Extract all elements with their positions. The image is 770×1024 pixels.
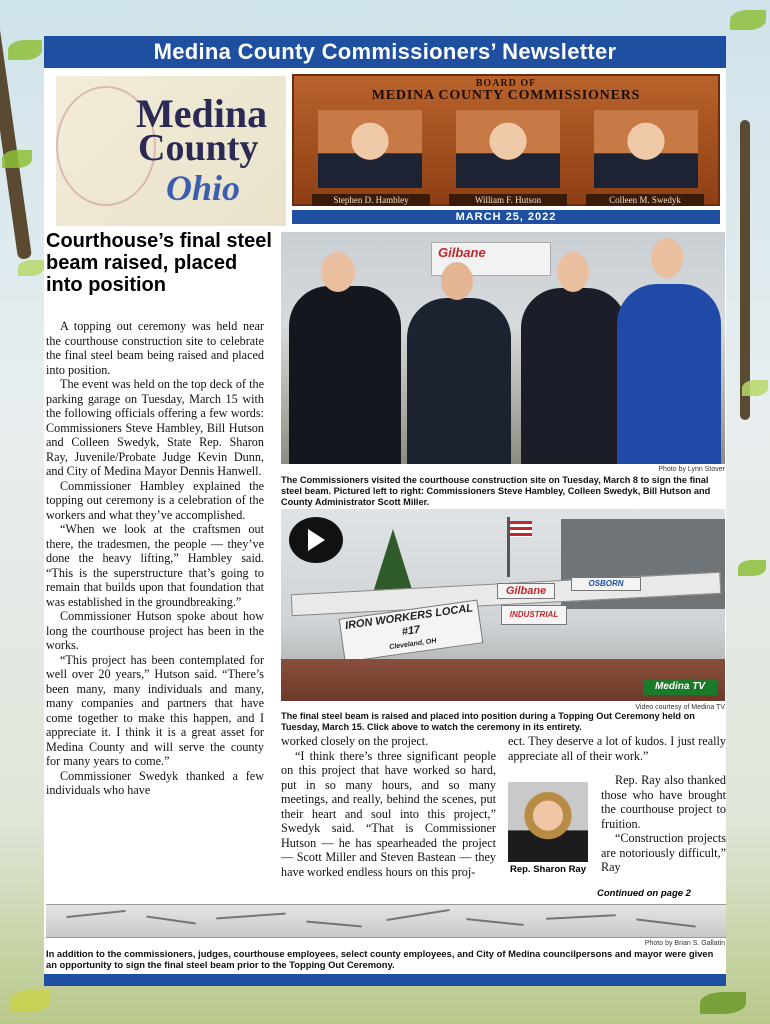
paragraph: The event was held on the top deck of the parking garage on Tuesday, March 15 with the following officials offering a few words: Commissioners Steve Hambley, Bill Hutson and Colleen Swedyk, State Rep. Sharon Ray, Juvenile/Probate Judge Kevin Dunn, and City of Medina Mayor Dennis Hanwell. xyxy=(46,377,264,478)
gilbane-beam-sign: Gilbane xyxy=(497,583,555,599)
signature xyxy=(546,914,616,920)
county-logo xyxy=(56,76,286,226)
paragraph: Commissioner Hambley explained the topping out ceremony is a celebration of the workers and what they’ve accomplished. xyxy=(46,478,264,522)
paragraph: Commissioner Hutson spoke about how long the courthouse project has been in the works. xyxy=(46,609,264,652)
head xyxy=(321,252,355,292)
person-swedyk xyxy=(407,298,511,464)
board-title: MEDINA COUNTY COMMISSIONERS xyxy=(371,88,641,103)
paragraph: A topping out ceremony was held near the courthouse construction site to celebrate the final steel beam being raised and placed into position. xyxy=(46,319,264,377)
union-text: IRON WORKERS LOCAL #17 xyxy=(344,602,474,639)
signed-beam-photo xyxy=(46,904,726,938)
signature xyxy=(146,916,196,925)
nameplate-swedyk: Colleen M. Swedyk xyxy=(586,194,704,206)
footer-band xyxy=(44,974,726,986)
continued-link[interactable]: Continued on page 2 xyxy=(597,888,691,899)
nameplate-hutson: William F. Hutson xyxy=(449,194,567,206)
paragraph: “When we look at the craftsmen out there, the tradesmen, the people — they’ve done the heavy lifting,” Hambley said. “This is the superstructure that’s going to remain that builds upon that foundation that was established in the groundbreaking.” xyxy=(46,522,264,609)
logo-line-3: Ohio xyxy=(166,168,241,208)
board-subtitle: BOARD OF xyxy=(475,78,537,89)
nameplate-hambley: Stephen D. Hambley xyxy=(312,194,430,206)
topping-out-video[interactable] xyxy=(281,509,725,701)
flag xyxy=(510,521,532,537)
article-column-3 xyxy=(601,773,726,875)
beam-photo-credit: Photo by Brian S. Gallatin xyxy=(644,940,725,947)
play-video-button[interactable] xyxy=(289,517,343,563)
osborn-beam-sign: OSBORN xyxy=(571,577,641,591)
issue-date: MARCH 25, 2022 xyxy=(292,210,720,224)
signature xyxy=(216,913,286,920)
newsletter-title: Medina County Commissioners’ Newsletter xyxy=(44,36,726,68)
sharon-ray-caption: Rep. Sharon Ray xyxy=(509,864,587,875)
paragraph: worked closely on the project. xyxy=(281,734,429,748)
sharon-ray-photo xyxy=(508,782,588,862)
play-icon xyxy=(306,528,326,552)
industrial-sign: INDUSTRIAL xyxy=(501,605,567,625)
signature xyxy=(466,918,524,926)
paragraph: “Construction projects are notoriously difficult,” Ray xyxy=(601,831,726,874)
board-of-commissioners-banner xyxy=(292,74,720,206)
photo-caption: The Commissioners visited the courthouse construction site on Tuesday, March 8 to sign the final steel beam. Pictured left to right: Commissioners Steve Hambley, Colleen Swedyk, Bill Hutson and County Administrator Scott Miller. xyxy=(281,475,711,507)
article-column-3-top: ect. They deserve a lot of kudos. I just really appreciate all of their work.” xyxy=(508,734,726,763)
signature xyxy=(306,921,362,928)
beam-photo-caption: In addition to the commissioners, judges, courthouse employees, select county employees, and City of Medina councilpersons and mayor were given an opportunity to sign the final steel beam prior to the Topping Out Ceremony. xyxy=(46,948,714,970)
head xyxy=(441,262,473,300)
article-column-1 xyxy=(46,319,264,798)
video-caption: The final steel beam is raised and placed into position during a Topping Out Ceremony held on Tuesday, March 15. Click above to watch the ceremony in its entirety. xyxy=(281,711,695,732)
signature xyxy=(66,910,126,918)
video-credit: Video courtesy of Medina TV xyxy=(635,704,725,711)
paragraph: Commissioner Swedyk thanked a few individuals who have xyxy=(46,768,264,797)
signature xyxy=(636,918,696,927)
logo-line-1: Medina xyxy=(136,91,268,136)
person-hambley xyxy=(289,286,401,464)
logo-line-2: County xyxy=(138,127,259,169)
commissioners-site-photo xyxy=(281,232,725,464)
head xyxy=(557,252,589,292)
gilbane-sign: Gilbane xyxy=(431,242,551,276)
portrait-hutson xyxy=(456,110,560,188)
article-column-2 xyxy=(281,734,496,879)
signature xyxy=(386,909,450,921)
paragraph: “This project has been contemplated for well over 20 years,” Hutson said. “There’s been many, many individuals and many, many companies and partners that have come together to make this happen, and I appreciate it. I think it is a great asset for Medina County and will serve the county for many years to come.” xyxy=(46,652,264,768)
person-hutson xyxy=(521,288,627,464)
photo-credit: Photo by Lynn Stover xyxy=(658,466,725,473)
person-miller xyxy=(617,284,721,464)
head xyxy=(651,238,683,278)
paragraph: “I think there’s three significant people on this project that have worked so hard, put in so many hours, and so many meetings, and really, behind the scenes, put their heart and soul into this project,” Swedyk said. “That is Commissioner Hutson — he has spearheaded the project — Scott Miller and Steven Bastean — they have worked endless hours on this proj- xyxy=(281,748,496,879)
medina-tv-logo: Medina TV xyxy=(643,679,717,695)
paragraph: Rep. Ray also thanked those who have brought the courthouse project to fruition. xyxy=(601,773,726,831)
article-headline: Courthouse’s final steel beam raised, placed into position xyxy=(46,230,272,296)
union-subtext: Cleveland, OH xyxy=(388,637,437,652)
portrait-hambley xyxy=(318,110,422,188)
newsletter-page xyxy=(44,36,726,986)
portrait-swedyk xyxy=(594,110,698,188)
